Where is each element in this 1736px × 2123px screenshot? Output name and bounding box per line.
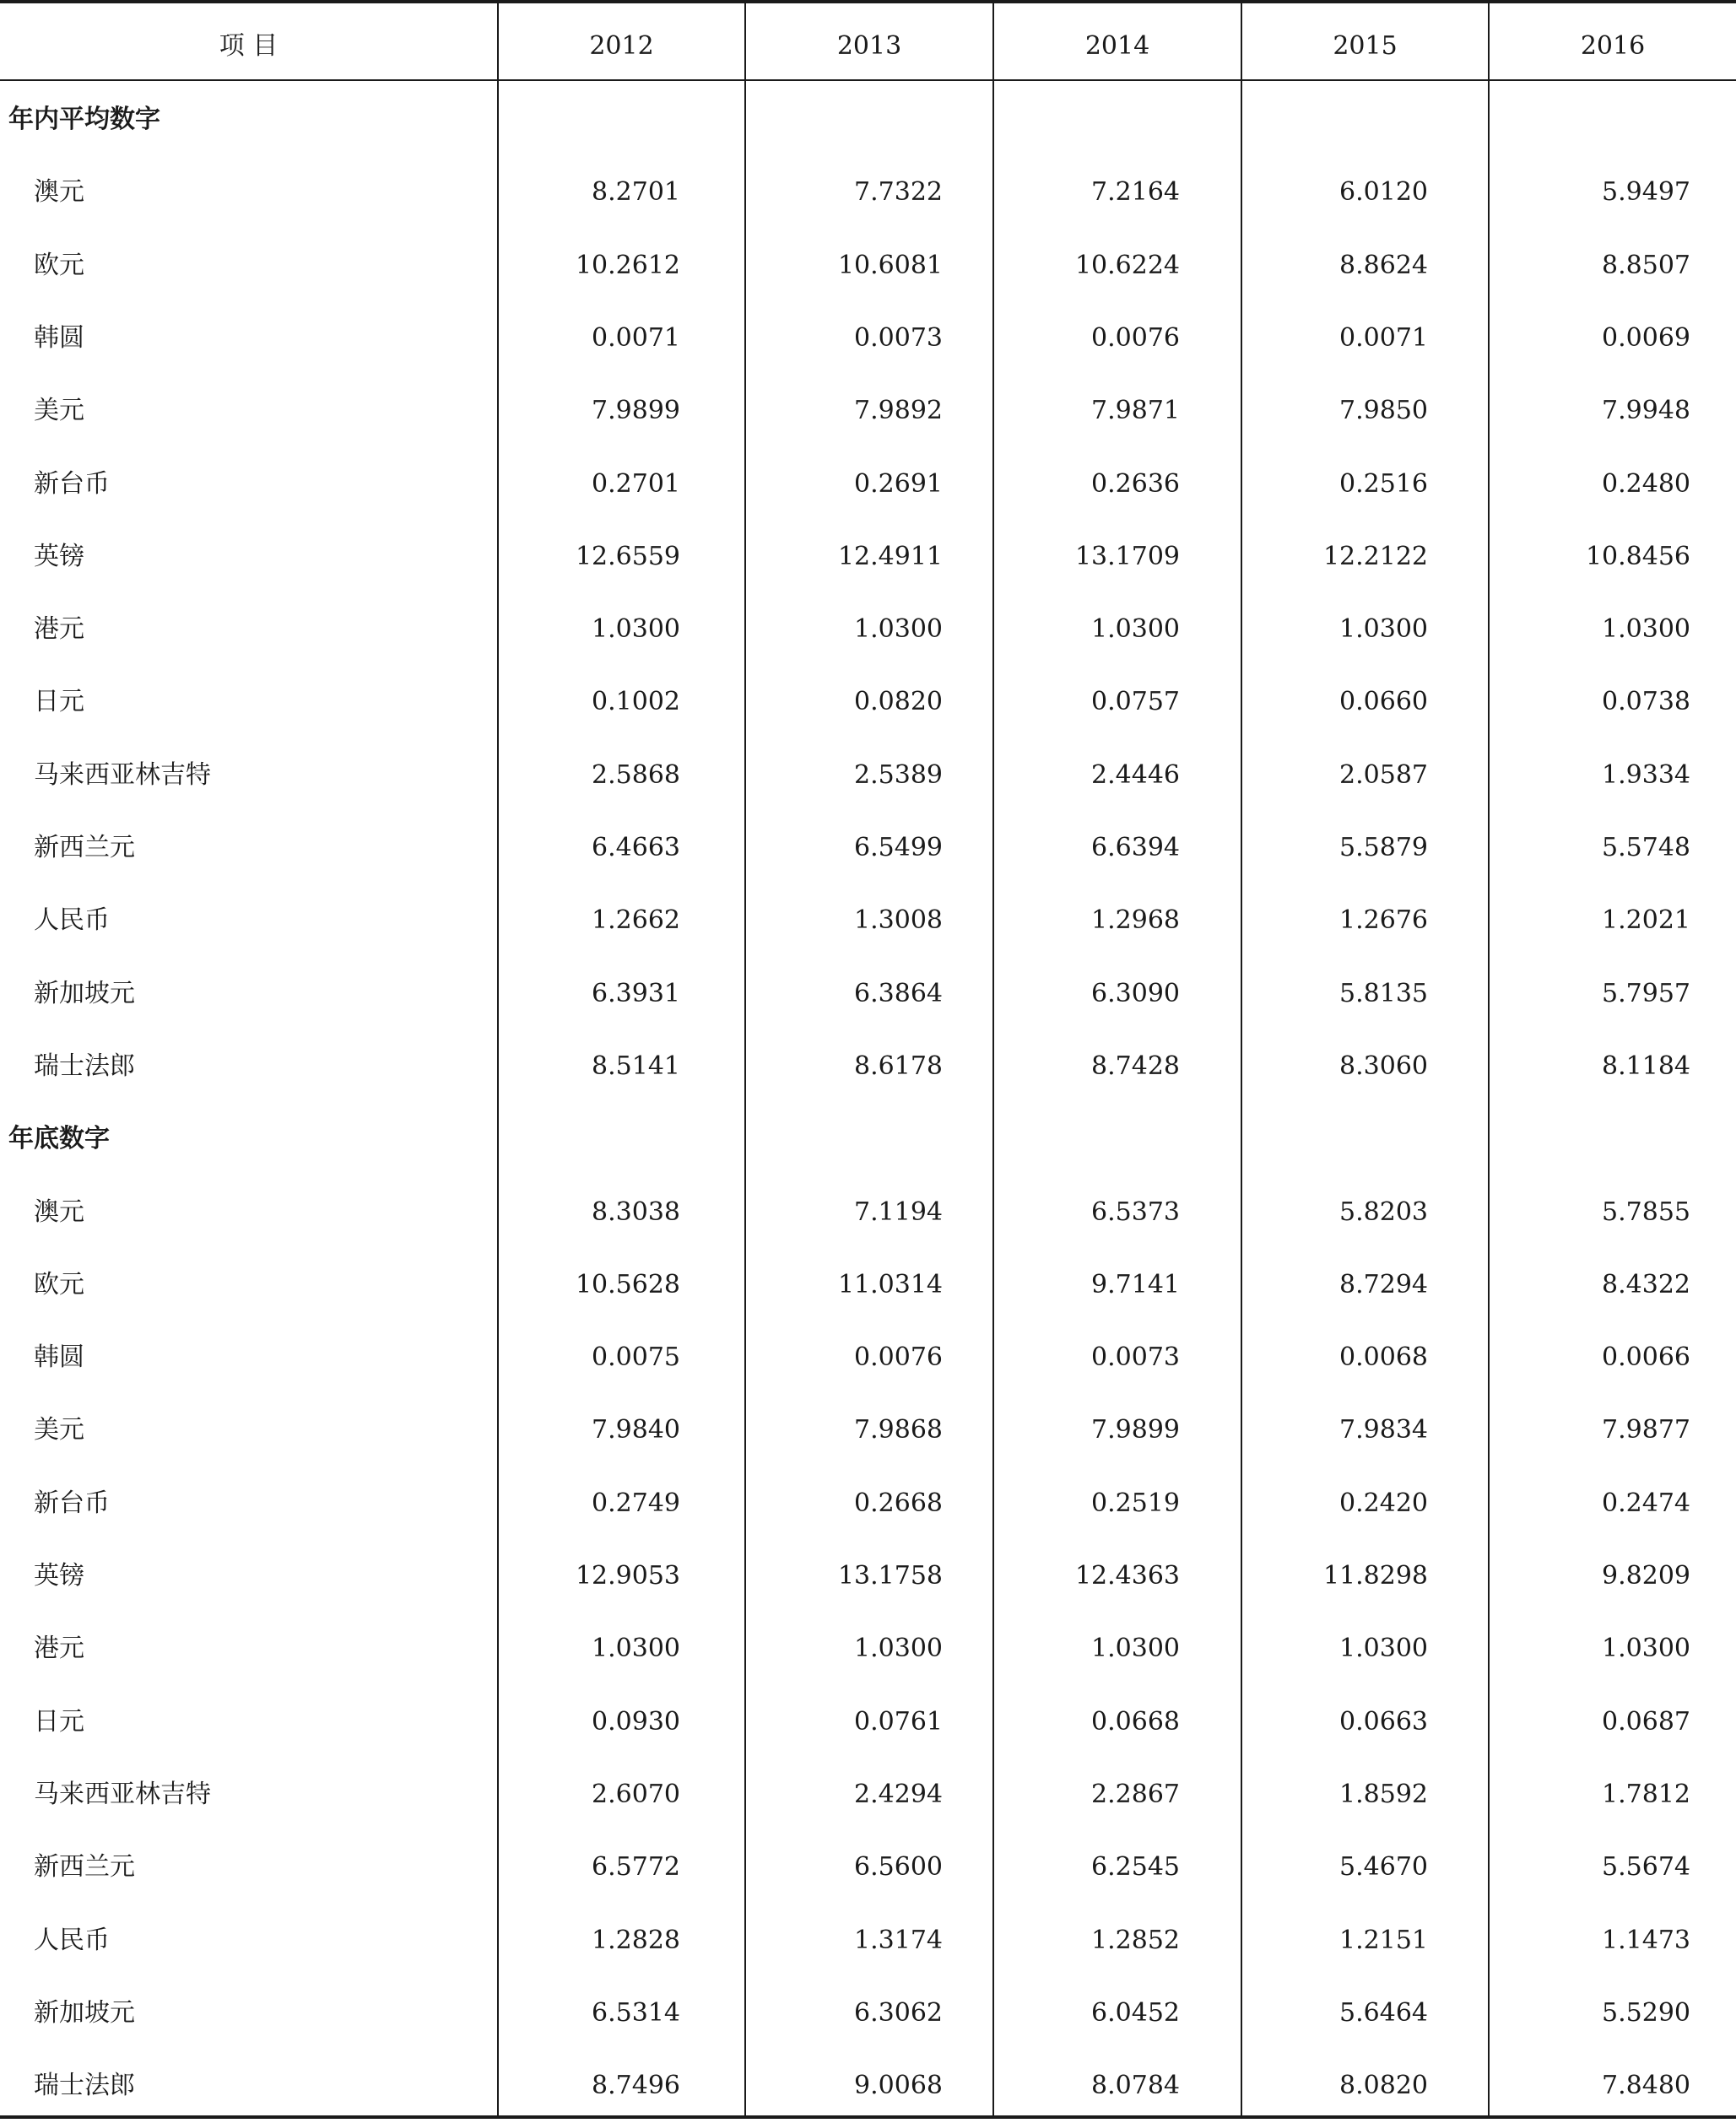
rate-cell: 8.7496: [592, 2071, 680, 2101]
rate-cell: 6.5600: [854, 1852, 943, 1883]
column-divider: [497, 3, 499, 2115]
rate-cell: 5.8135: [1339, 978, 1428, 1008]
rate-cell: 1.2968: [1091, 905, 1180, 936]
rate-cell: 8.0784: [1091, 2071, 1180, 2101]
rate-cell: 6.3931: [592, 978, 680, 1008]
rate-cell: 2.6070: [592, 1779, 680, 1809]
rate-cell: 0.0663: [1339, 1706, 1428, 1737]
rate-cell: 11.0314: [837, 1269, 943, 1299]
rate-cell: 7.8480: [1602, 2071, 1690, 2101]
row-label: 港元: [34, 1634, 84, 1664]
rate-cell: 5.9497: [1602, 177, 1690, 208]
rate-cell: 0.2701: [592, 468, 680, 499]
rate-cell: 0.0757: [1091, 687, 1180, 717]
section-title: 年底数字: [8, 1124, 110, 1154]
header-year-2012: 2012: [589, 31, 654, 61]
rate-cell: 0.2516: [1339, 468, 1428, 499]
rate-cell: 9.8209: [1602, 1561, 1690, 1591]
rate-cell: 1.0300: [592, 1634, 680, 1664]
header-year-2014: 2014: [1084, 31, 1150, 61]
row-label: 新西兰元: [34, 1852, 135, 1883]
rate-cell: 7.9850: [1339, 396, 1428, 426]
rate-cell: 7.9892: [854, 396, 943, 426]
rate-cell: 0.0073: [854, 322, 943, 353]
rate-cell: 6.4663: [592, 833, 680, 862]
rate-cell: 12.2122: [1322, 541, 1428, 571]
rate-cell: 7.1194: [854, 1197, 943, 1227]
row-label: 日元: [34, 687, 84, 717]
header-item: 项 目: [219, 31, 279, 61]
rate-cell: 6.6394: [1091, 833, 1180, 862]
rate-cell: 8.3038: [592, 1197, 680, 1227]
rate-cell: 0.0668: [1091, 1706, 1180, 1737]
rate-cell: 7.9948: [1602, 396, 1690, 426]
rate-cell: 5.5748: [1602, 833, 1690, 862]
rate-cell: 8.6178: [854, 1051, 943, 1081]
rate-cell: 0.0076: [1091, 322, 1180, 353]
rate-cell: 2.2867: [1091, 1779, 1180, 1809]
rate-cell: 7.9899: [592, 396, 680, 426]
row-label: 韩圆: [34, 1342, 84, 1373]
column-divider: [1488, 3, 1490, 2115]
row-label: 新台币: [34, 1488, 110, 1518]
row-label: 英镑: [34, 541, 84, 571]
row-label: 新加坡元: [34, 1997, 135, 2028]
rate-cell: 5.5674: [1602, 1852, 1690, 1883]
row-label: 马来西亚林吉特: [34, 759, 211, 790]
rate-cell: 7.9871: [1091, 396, 1180, 426]
rate-cell: 1.0300: [1091, 614, 1180, 645]
row-label: 马来西亚林吉特: [34, 1779, 211, 1809]
row-label: 瑞士法郎: [34, 2071, 135, 2101]
rate-cell: 0.2420: [1339, 1488, 1428, 1518]
rate-cell: 1.2828: [592, 1925, 680, 1955]
rate-cell: 6.5499: [854, 833, 943, 862]
rate-cell: 6.3864: [854, 978, 943, 1008]
rate-cell: 0.0687: [1602, 1706, 1690, 1737]
rate-cell: 1.3008: [854, 905, 943, 936]
rate-cell: 0.0660: [1339, 687, 1428, 717]
column-divider: [992, 3, 994, 2115]
rate-cell: 10.5628: [575, 1269, 680, 1299]
rate-cell: 11.8298: [1322, 1561, 1428, 1591]
rate-cell: 0.0066: [1602, 1342, 1690, 1373]
header-year-2015: 2015: [1333, 31, 1398, 61]
rate-cell: 1.2021: [1602, 905, 1690, 936]
header-year-2013: 2013: [836, 31, 902, 61]
rate-cell: 1.0300: [1339, 1634, 1428, 1664]
rate-cell: 6.5772: [592, 1852, 680, 1883]
rate-cell: 13.1709: [1074, 541, 1180, 571]
rate-cell: 7.2164: [1091, 177, 1180, 208]
rate-cell: 6.2545: [1091, 1852, 1180, 1883]
rate-cell: 0.0820: [854, 687, 943, 717]
rate-cell: 7.9899: [1091, 1415, 1180, 1445]
rate-cell: 12.4911: [837, 541, 943, 571]
rate-cell: 6.3062: [854, 1997, 943, 2028]
rate-cell: 2.5389: [854, 759, 943, 790]
rate-cell: 1.2662: [592, 905, 680, 936]
row-label: 澳元: [34, 1197, 84, 1227]
rate-cell: 10.2612: [575, 250, 680, 280]
rate-cell: 0.1002: [592, 687, 680, 717]
row-label: 澳元: [34, 177, 84, 208]
rate-cell: 0.0069: [1602, 322, 1690, 353]
rate-cell: 8.8507: [1602, 250, 1690, 280]
rate-cell: 1.2852: [1091, 1925, 1180, 1955]
row-label: 欧元: [34, 250, 84, 280]
rate-cell: 7.9834: [1339, 1415, 1428, 1445]
row-label: 美元: [34, 1415, 84, 1445]
rate-cell: 6.0452: [1091, 1997, 1180, 2028]
rate-cell: 1.9334: [1602, 759, 1690, 790]
rate-cell: 0.2749: [592, 1488, 680, 1518]
rate-cell: 1.8592: [1339, 1779, 1428, 1809]
table-bottom-rule: [0, 2115, 1736, 2119]
section-title: 年内平均数字: [8, 105, 160, 134]
rate-cell: 6.0120: [1339, 177, 1428, 208]
row-label: 新加坡元: [34, 978, 135, 1008]
rate-cell: 8.7294: [1339, 1269, 1428, 1299]
rate-cell: 7.9868: [854, 1415, 943, 1445]
rate-cell: 0.0071: [1339, 322, 1428, 353]
row-label: 新台币: [34, 468, 110, 499]
rate-cell: 8.2701: [592, 177, 680, 208]
rate-cell: 7.7322: [854, 177, 943, 208]
rate-cell: 1.0300: [1339, 614, 1428, 645]
rate-cell: 0.0075: [592, 1342, 680, 1373]
rate-cell: 8.8624: [1339, 250, 1428, 280]
rate-cell: 1.0300: [1602, 614, 1690, 645]
rate-cell: 7.9840: [592, 1415, 680, 1445]
rate-cell: 5.6464: [1339, 1997, 1428, 2028]
row-label: 韩圆: [34, 322, 84, 353]
table-top-rule: [0, 0, 1736, 3]
row-label: 人民币: [34, 1925, 110, 1955]
column-divider: [744, 3, 746, 2115]
row-label: 人民币: [34, 905, 110, 936]
header-rule: [0, 79, 1736, 81]
rate-cell: 0.2474: [1602, 1488, 1690, 1518]
rate-cell: 5.5879: [1339, 833, 1428, 862]
rate-cell: 8.3060: [1339, 1051, 1428, 1081]
rate-cell: 0.2480: [1602, 468, 1690, 499]
header-year-2016: 2016: [1580, 31, 1646, 61]
rate-cell: 2.0587: [1339, 759, 1428, 790]
rate-cell: 10.8456: [1585, 541, 1690, 571]
rate-cell: 0.0076: [854, 1342, 943, 1373]
rate-cell: 12.9053: [575, 1561, 680, 1591]
rate-cell: 12.6559: [575, 541, 680, 571]
rate-cell: 2.4446: [1091, 759, 1180, 790]
rate-cell: 1.2151: [1339, 1925, 1428, 1955]
rate-cell: 9.0068: [854, 2071, 943, 2101]
rate-cell: 9.7141: [1091, 1269, 1180, 1299]
rate-cell: 8.1184: [1602, 1051, 1690, 1081]
rate-cell: 2.4294: [854, 1779, 943, 1809]
rate-cell: 12.4363: [1074, 1561, 1180, 1591]
rate-cell: 1.1473: [1602, 1925, 1690, 1955]
rate-cell: 5.7855: [1602, 1197, 1690, 1227]
rate-cell: 5.7957: [1602, 978, 1690, 1008]
row-label: 新西兰元: [34, 833, 135, 862]
rate-cell: 1.0300: [854, 1634, 943, 1664]
rate-cell: 6.5314: [592, 1997, 680, 2028]
row-label: 港元: [34, 614, 84, 645]
rate-cell: 0.2691: [854, 468, 943, 499]
rate-cell: 1.2676: [1339, 905, 1428, 936]
rate-cell: 0.0761: [854, 1706, 943, 1737]
row-label: 欧元: [34, 1269, 84, 1299]
rate-cell: 6.3090: [1091, 978, 1180, 1008]
rate-cell: 0.2519: [1091, 1488, 1180, 1518]
rate-cell: 0.2668: [854, 1488, 943, 1518]
rate-cell: 0.0073: [1091, 1342, 1180, 1373]
rate-cell: 0.2636: [1091, 468, 1180, 499]
rate-cell: 8.0820: [1339, 2071, 1428, 2101]
rate-cell: 1.0300: [592, 614, 680, 645]
column-divider: [1241, 3, 1242, 2115]
row-label: 瑞士法郎: [34, 1051, 135, 1081]
rate-cell: 1.3174: [854, 1925, 943, 1955]
rate-cell: 10.6224: [1074, 250, 1180, 280]
row-label: 日元: [34, 1706, 84, 1737]
rate-cell: 5.5290: [1602, 1997, 1690, 2028]
rate-cell: 13.1758: [837, 1561, 943, 1591]
rate-cell: 1.7812: [1602, 1779, 1690, 1809]
rate-cell: 0.0930: [592, 1706, 680, 1737]
rate-cell: 8.7428: [1091, 1051, 1180, 1081]
rate-cell: 1.0300: [1602, 1634, 1690, 1664]
rate-cell: 10.6081: [837, 250, 943, 280]
rate-cell: 0.0738: [1602, 687, 1690, 717]
rate-cell: 5.8203: [1339, 1197, 1428, 1227]
row-label: 英镑: [34, 1561, 84, 1591]
rate-cell: 0.0068: [1339, 1342, 1428, 1373]
row-label: 美元: [34, 396, 84, 426]
rate-cell: 2.5868: [592, 759, 680, 790]
rate-cell: 7.9877: [1602, 1415, 1690, 1445]
rate-cell: 8.4322: [1602, 1269, 1690, 1299]
rate-cell: 0.0071: [592, 322, 680, 353]
rate-cell: 1.0300: [854, 614, 943, 645]
rate-cell: 1.0300: [1091, 1634, 1180, 1664]
rate-cell: 5.4670: [1339, 1852, 1428, 1883]
rate-cell: 6.5373: [1091, 1197, 1180, 1227]
rate-cell: 8.5141: [592, 1051, 680, 1081]
